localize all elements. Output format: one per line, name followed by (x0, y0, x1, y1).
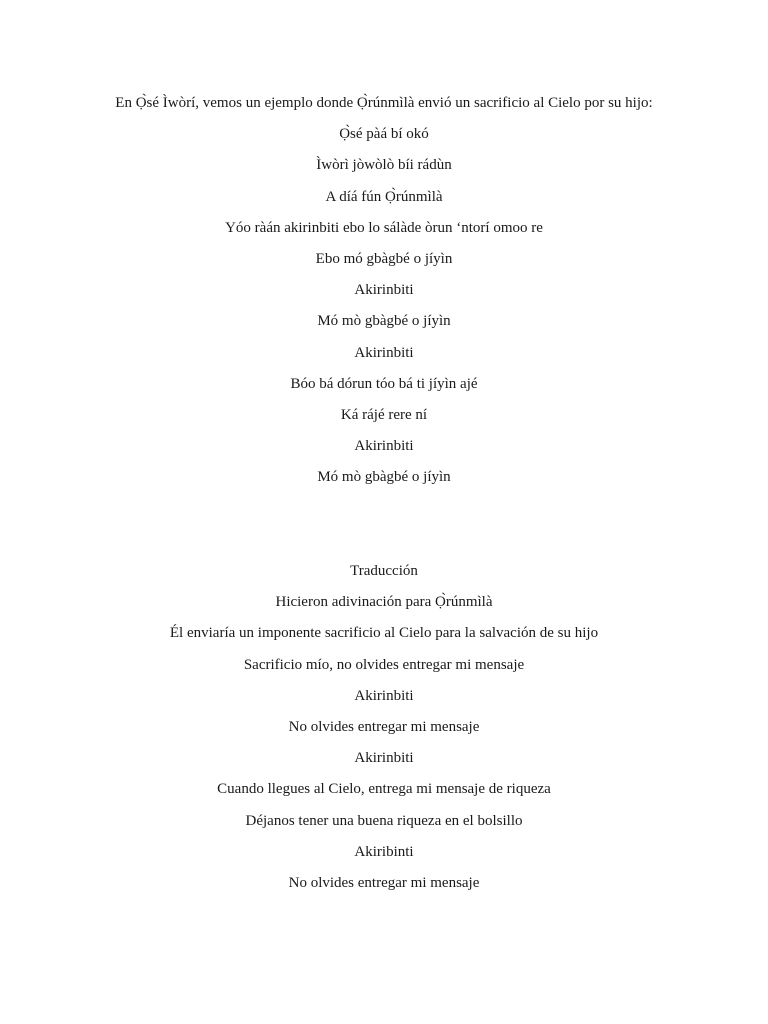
verse-line: Mó mò gbàgbé o jíyìn (317, 469, 451, 486)
translation-line: No olvides entregar mi mensaje (288, 874, 480, 891)
translation-line: Él enviaría un imponente sacrificio al Cielo para la salvación de su hijo (169, 625, 599, 642)
verse-line: Ebo mó gbàgbé o jíyìn (315, 250, 453, 267)
translation-line: Cuando llegues al Cielo, entrega mi mensaje de riqueza (217, 781, 551, 798)
translation-line: Akiribinti (354, 843, 414, 860)
verse-line: Bóo bá dórun tóo bá ti jíyìn ajé (290, 375, 478, 392)
verse-line: Akirinbiti (354, 282, 414, 299)
verse-line: Ká rájé rere ní (340, 406, 428, 423)
translation-line: Déjanos tener una buena riqueza en el bolsillo (245, 812, 523, 829)
translation-line: Sacrificio mío, no olvides entregar mi mensaje (243, 656, 525, 673)
intro-sentence: En Ọ̀sé Ìwòrí, vemos un ejemplo donde Ọ̀rúnmìlà envió un sacrificio al Cielo por su hijo: (115, 95, 653, 111)
translation-line: Hicieron adivinación para Ọ̀rúnmìlà (275, 594, 493, 611)
translation-line: Akirinbiti (354, 687, 414, 704)
verse-line: Ọ̀sé pàá bí okó (339, 126, 429, 143)
translation-line: Akirinbiti (354, 750, 414, 767)
verse-line: Mó mò gbàgbé o jíyìn (317, 313, 451, 330)
yoruba-verse-block (0, 91, 768, 496)
verse-line: Akirinbiti (354, 438, 414, 455)
verse-line: Ìwòrì jòwòlò bíi rádùn (316, 157, 452, 174)
translation-line: No olvides entregar mi mensaje (288, 718, 480, 735)
verse-line: Akirinbiti (354, 344, 414, 361)
verse-line: A díá fún Ọ̀rúnmìlà (325, 188, 443, 205)
translation-block (0, 559, 768, 902)
translation-heading: Traducción (350, 563, 418, 579)
verse-line: Yóo ràán akirinbiti ebo lo sálàde òrun ʻntorí omoo re (225, 219, 543, 236)
